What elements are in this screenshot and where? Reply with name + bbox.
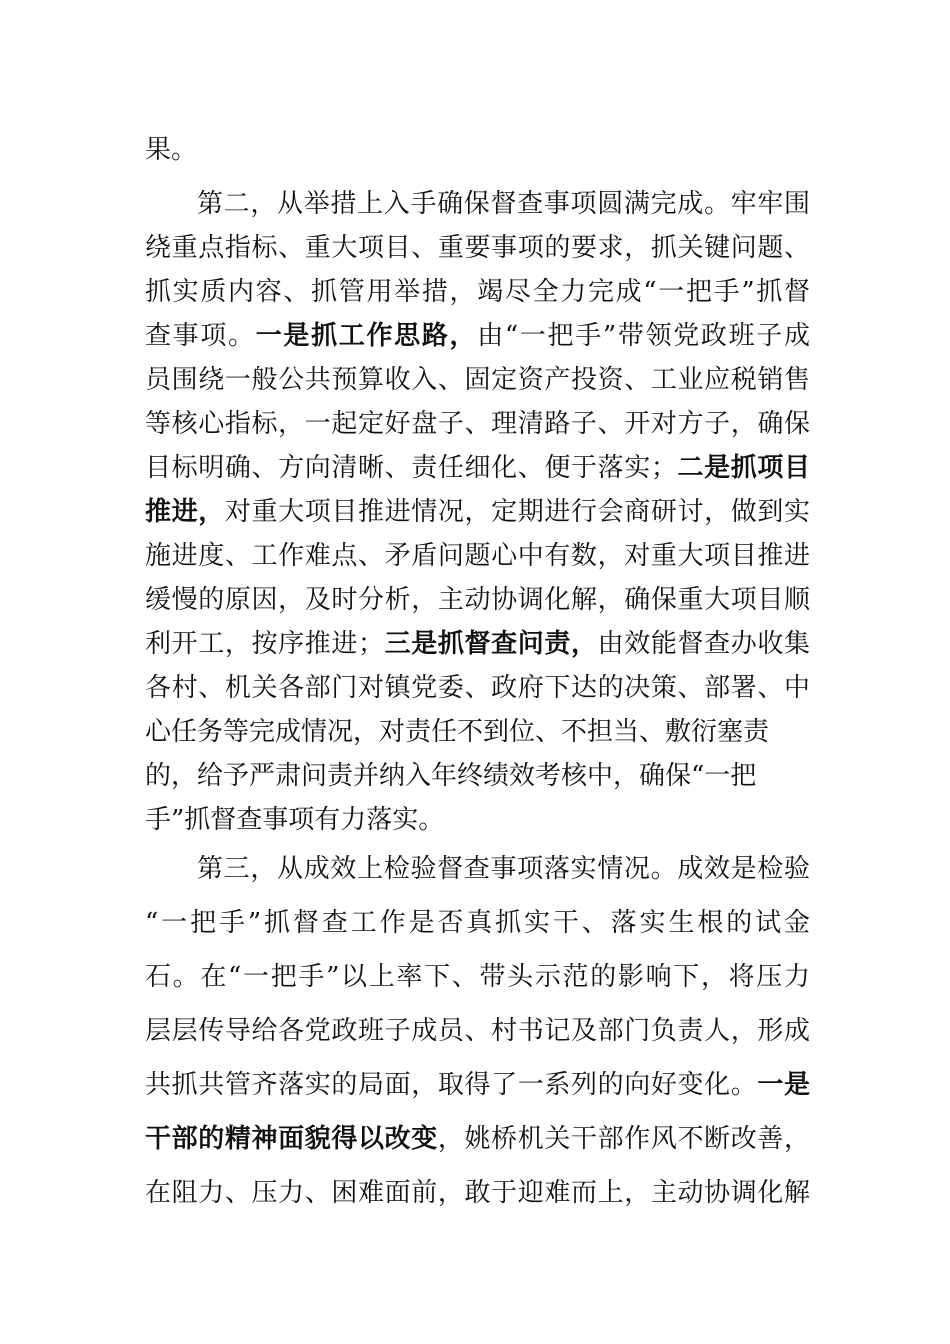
text-line (145, 622, 810, 666)
text-segment: 第三，从成效上检验督查事项落实情况。成效是检验 (197, 854, 810, 884)
text-segment: 层层传导给各党政班子成员、村书记及部门负责人，形成 (145, 1016, 810, 1046)
text-segment: 查事项。 (145, 321, 256, 351)
bold-heading: 推进， (145, 497, 225, 527)
bold-heading: 一是 (757, 1070, 810, 1100)
text-line (145, 1112, 810, 1166)
text-segment: 目标明确、方向清晰、责任细化、便于落实； (145, 453, 677, 483)
text-segment: 抓实质内容、抓管用举措，竭尽全力完成“一把手”抓督 (145, 277, 810, 307)
text-line (145, 358, 810, 402)
text-segment: 由效能督查办收集 (597, 629, 810, 659)
text-line (145, 896, 810, 950)
paragraph-three-start (145, 842, 810, 896)
bold-heading: 三是抓督查问责， (384, 629, 598, 659)
text-line (145, 534, 810, 578)
text-segment: 石。在“一把手”以上率下、带头示范的影响下，将压力 (145, 962, 810, 992)
text-segment: 员围绕一般公共预算收入、固定资产投资、工业应税销售 (145, 365, 810, 395)
text-segment: 共抓共管齐落实的局面，取得了一系列的向好变化。 (145, 1070, 758, 1100)
text-line (145, 710, 810, 754)
text-line (145, 490, 810, 534)
text-segment: 等核心指标，一起定好盘子、理清路子、开对方子，确保 (145, 409, 810, 439)
text-line (145, 798, 810, 842)
text-line (145, 578, 810, 622)
text-line (145, 1058, 810, 1112)
text-line (145, 666, 810, 710)
paragraph-two-start (145, 182, 810, 226)
text-line (145, 446, 810, 490)
text-segment: 绕重点指标、重大项目、重要事项的要求，抓关键问题、 (145, 233, 810, 263)
text-segment: 心任务等完成情况，对责任不到位、不担当、敷衍塞责 (145, 717, 770, 747)
text-line (145, 950, 810, 1004)
text-line (145, 1166, 810, 1220)
text-segment: 的，给予严肃问责并纳入年终绩效考核中，确保“一把 (145, 761, 757, 791)
bold-heading: 一是抓工作思路， (255, 321, 478, 351)
text-segment: 对重大项目推进情况，定期进行会商研讨，做到实 (224, 497, 810, 527)
bold-heading: 二是抓项目 (676, 453, 810, 483)
text-line (145, 270, 810, 314)
text-segment: ，姚桥机关干部作风不断改善， (437, 1124, 810, 1154)
text-segment: 在阻力、压力、困难面前，敢于迎难而上，主动协调化解 (145, 1178, 810, 1208)
document-body (145, 128, 810, 1220)
text-segment: 施进度、工作难点、矛盾问题心中有数，对重大项目推进 (145, 541, 810, 571)
text-segment: 由“一把手”带领党政班子成 (477, 321, 810, 351)
text-line (145, 1004, 810, 1058)
text-segment: “一把手”抓督查工作是否真抓实干、落实生根的试金 (145, 908, 810, 938)
text-line (145, 314, 810, 358)
text-segment: 果。 (145, 135, 198, 165)
text-line (145, 754, 810, 798)
text-line (145, 402, 810, 446)
text-segment: 手”抓督查事项有力落实。 (145, 805, 445, 835)
text-segment: 各村、机关各部门对镇党委、政府下达的决策、部署、中 (145, 673, 810, 703)
text-line (145, 226, 810, 270)
text-segment: 利开工，按序推进； (145, 629, 384, 659)
text-line (145, 128, 810, 172)
bold-heading: 干部的精神面貌得以改变 (145, 1124, 438, 1154)
text-segment: 第二，从举措上入手确保督查事项圆满完成。牢牢围 (197, 189, 810, 219)
text-segment: 缓慢的原因，及时分析，主动协调化解，确保重大项目顺 (145, 585, 810, 615)
